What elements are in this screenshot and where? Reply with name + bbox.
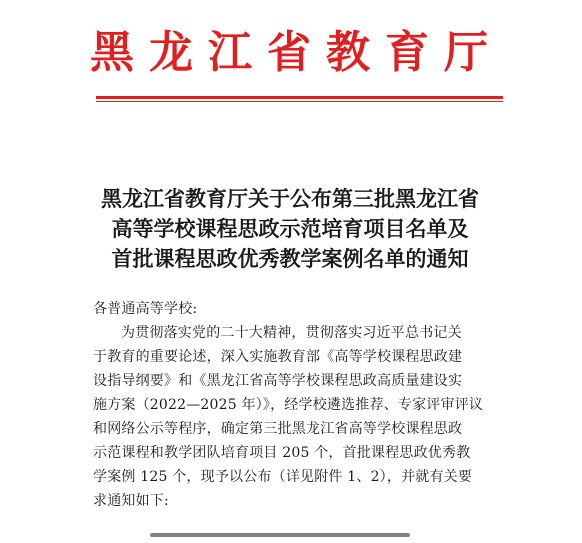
body-line-1: 为贯彻落实党的二十大精神，贯彻落实习近平总书记关 <box>121 325 462 341</box>
letterhead-red-rule-thin <box>96 101 503 102</box>
body-line-4: 施方案（2022—2025 年）》，经学校遴选推荐、专家评审评议 <box>93 397 484 413</box>
letterhead-red-rule <box>96 96 503 99</box>
body-line-8: 求通知如下: <box>93 493 169 509</box>
document-title <box>60 184 520 274</box>
body-line-3: 设指导纲要》和《黑龙江省高等学校课程思政高质量建设实 <box>93 373 463 389</box>
document-title-line-1: 黑龙江省教育厅关于公布第三批黑龙江省 <box>101 186 479 211</box>
body-line-5: 和网络公示等程序，确定第三批黑龙江省高等学校课程思政 <box>93 421 463 437</box>
document-title-line-3: 首批课程思政优秀教学案例名单的通知 <box>111 246 469 271</box>
document-title-line-2: 高等学校课程思政示范培育项目名单及 <box>111 216 469 241</box>
letterhead-issuer: 黑龙江省教育厅 <box>90 27 503 78</box>
salutation: 各普通高等学校: <box>93 301 198 317</box>
body-line-2: 于教育的重要论述，深入实施教育部《高等学校课程思政建 <box>93 349 463 365</box>
document-body <box>93 297 507 513</box>
truncated-next-line <box>150 533 410 543</box>
body-line-6: 示范课程和教学团队培育项目 205 个，首批课程思政优秀教 <box>93 445 471 461</box>
body-line-7: 学案例 125 个，现予以公布（详见附件 1、2），并就有关要 <box>93 469 473 485</box>
